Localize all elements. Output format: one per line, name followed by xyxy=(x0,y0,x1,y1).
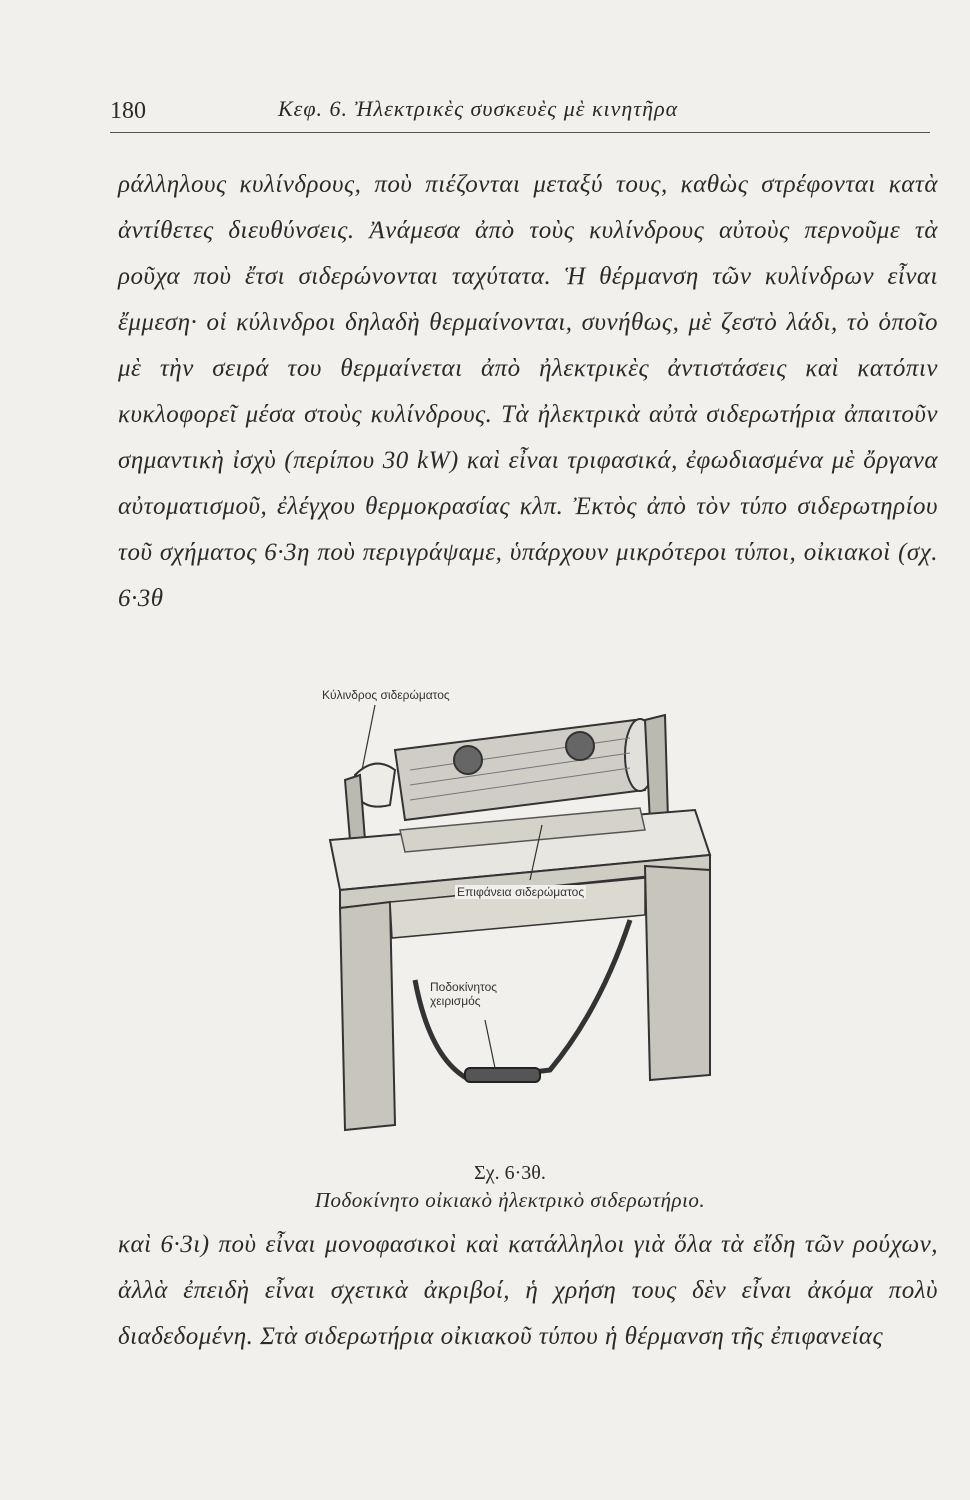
page-header xyxy=(110,92,930,133)
figure-caption: Ποδοκίνητο οἰκιακὸ ἠλεκτρικὸ σιδερωτήριο. xyxy=(314,1188,706,1212)
running-head: Κεφ. 6. Ἠλεκτρικὲς συσκευὲς μὲ κινητῆρα xyxy=(278,96,679,121)
label-cylinder: Κύλινδρος σιδερώματος xyxy=(322,688,450,702)
figure-ironing-machine xyxy=(300,680,720,1150)
body-text-bottom: καὶ 6·3ι) ποὺ εἶναι μονοφασικοὶ καὶ κατάλληλοι γιὰ ὅλα τὰ εἴδη τῶν ρούχων, ἀλλὰ ἐπειδὴ εἶναι σχετικὰ ἀκριβοί, ἡ χρήση τους δὲν εἶναι ἀκόμα πολὺ διαδεδομένη. Στὰ σιδερωτήρια οἰκιακοῦ τύπου ἡ θέρμανση τῆς ἐπιφανείας xyxy=(118,1231,938,1350)
page-number: 180 xyxy=(110,98,146,124)
label-pedal: Ποδοκίνητος χειρισμός xyxy=(428,980,532,1008)
ironing-machine-illustration xyxy=(300,680,720,1150)
body-text-top: ράλληλους κυλίνδρους, ποὺ πιέζονται μεταξύ τους, καθὼς στρέφονται κατὰ ἀντίθετες διευθύνσεις. Ἀνάμεσα ἀπὸ τοὺς κυλίνδρους αὐτοὺς περνοῦμε τὰ ροῦχα ποὺ ἔτσι σιδερώνονται ταχύτατα. Ἡ θέρμανση τῶν κυλίνδρων εἶναι ἔμμεση· οἱ κύλινδροι δηλαδὴ θερμαίνονται, συνήθως, μὲ ζεστὸ λάδι, τὸ ὁποῖο μὲ τὴν σειρά του θερμαίνεται ἀπὸ ἠλεκτρικὲς ἀντιστάσεις καὶ κατόπιν κυκλοφορεῖ μέσα στοὺς κυλίνδρους. Τὰ ἠλεκτρικὰ αὐτὰ σιδερωτήρια ἀπαιτοῦν σημαντικὴ ἰσχὺ (περίπου 30 kW) καὶ εἶναι τριφασικά, ἐφωδιασμένα μὲ ὄργανα αὐτοματισμοῦ, ἐλέγχου θερμοκρασίας κλπ. Ἐκτὸς ἀπὸ τὸν τύπο σιδερωτηρίου τοῦ σχήματος 6·3η ποὺ περιγράψαμε, ὑπάρχουν μικρότεροι τύποι, οἰκιακοὶ (σχ. 6·3θ xyxy=(118,171,938,612)
figure-number: Σχ. 6·3θ. xyxy=(474,1162,546,1184)
label-surface: Επιφάνεια σιδερώματος xyxy=(457,885,585,899)
